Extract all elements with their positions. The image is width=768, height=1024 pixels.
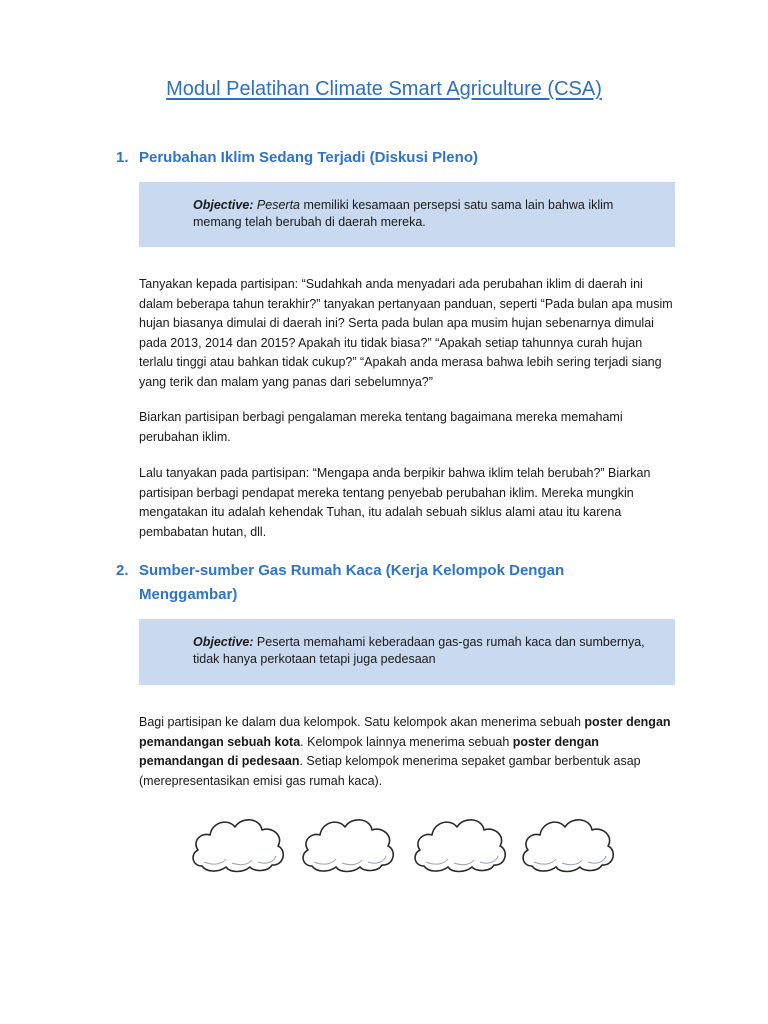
section-1-heading bbox=[116, 146, 609, 170]
smoke-clouds bbox=[188, 810, 598, 876]
objective-lead: Peserta bbox=[256, 198, 301, 212]
section-1-paragraph-3: Lalu tanyakan pada partisipan: “Mengapa anda berpikir bahwa iklim telah berubah?” Biarkan partisipan berbagi pendapat mereka tentang penyebab perubahan iklim. Mereka mungkin mengatakan itu adalah kehendak Tuhan, itu adalah sebuah siklus alami atau itu karena pembabatan hutan, dll. bbox=[139, 466, 651, 539]
objective-label: Objective: bbox=[193, 198, 254, 212]
section-1-paragraph-1: Tanyakan kepada partisipan: “Sudahkah anda menyadari ada perubahan iklim di daerah ini dalam beberapa tahun terakhir?” tanyakan pertanyaan panduan, seperti “Pada bulan apa musim hujan biasanya dimulai di daerah ini? Serta pada bulan apa musim hujan sebenarnya dimulai pada 2013, 2014 dan 2015? Apakah itu tidak biasa?” “Apakah setiap tahunnya curah hujan terlalu tinggi atau bahkan tidak cukup?” “Apakah anda merasa bahwa lebih sering terjadi siang yang terik dan malam yang panas dari sebelumnya?” bbox=[139, 277, 673, 389]
section-1-title: Perubahan Iklim Sedang Terjadi (Diskusi Pleno) bbox=[139, 149, 478, 166]
section-2-heading bbox=[116, 559, 609, 607]
section-2-objective-box bbox=[139, 619, 675, 685]
section-1-number: 1. bbox=[116, 149, 129, 166]
cloud-icon bbox=[298, 810, 398, 876]
cloud-icon bbox=[518, 810, 618, 876]
paragraph-text: Bagi partisipan ke dalam dua kelompok. Satu kelompok akan menerima sebuah bbox=[139, 715, 585, 729]
cloud-icon bbox=[410, 810, 510, 876]
cloud-icon bbox=[188, 810, 288, 876]
objective-label: Objective: bbox=[193, 635, 254, 649]
section-2-number: 2. bbox=[116, 562, 129, 579]
objective-text: memiliki kesamaan persepsi satu sama lain bahwa iklim memang telah berubah di daerah mereka. bbox=[193, 198, 614, 229]
document-title: Modul Pelatihan Climate Smart Agriculture (CSA) bbox=[166, 78, 602, 100]
objective-text: Peserta memahami keberadaan gas-gas rumah kaca dan sumbernya, tidak hanya perkotaan tetapi juga pedesaan bbox=[193, 635, 645, 666]
section-2-title: Sumber-sumber Gas Rumah Kaca (Kerja Kelompok Dengan Menggambar) bbox=[139, 562, 565, 603]
paragraph-text: . Kelompok lainnya menerima sebuah bbox=[300, 734, 513, 749]
section-1-objective-box bbox=[139, 182, 675, 247]
paragraph-bold-village: poster dengan pemandangan di pedesaan bbox=[139, 734, 599, 769]
section-1-paragraph-2: Biarkan partisipan berbagi pengalaman mereka tentang bagaimana mereka memahami perubahan iklim. bbox=[139, 410, 623, 444]
paragraph-bold-city: poster dengan pemandangan sebuah kota bbox=[139, 715, 671, 749]
paragraph-text: . Setiap kelompok menerima sepaket gambar berbentuk asap (merepresentasikan emisi gas rumah kaca). bbox=[139, 754, 641, 788]
section-2-paragraph bbox=[139, 713, 679, 791]
